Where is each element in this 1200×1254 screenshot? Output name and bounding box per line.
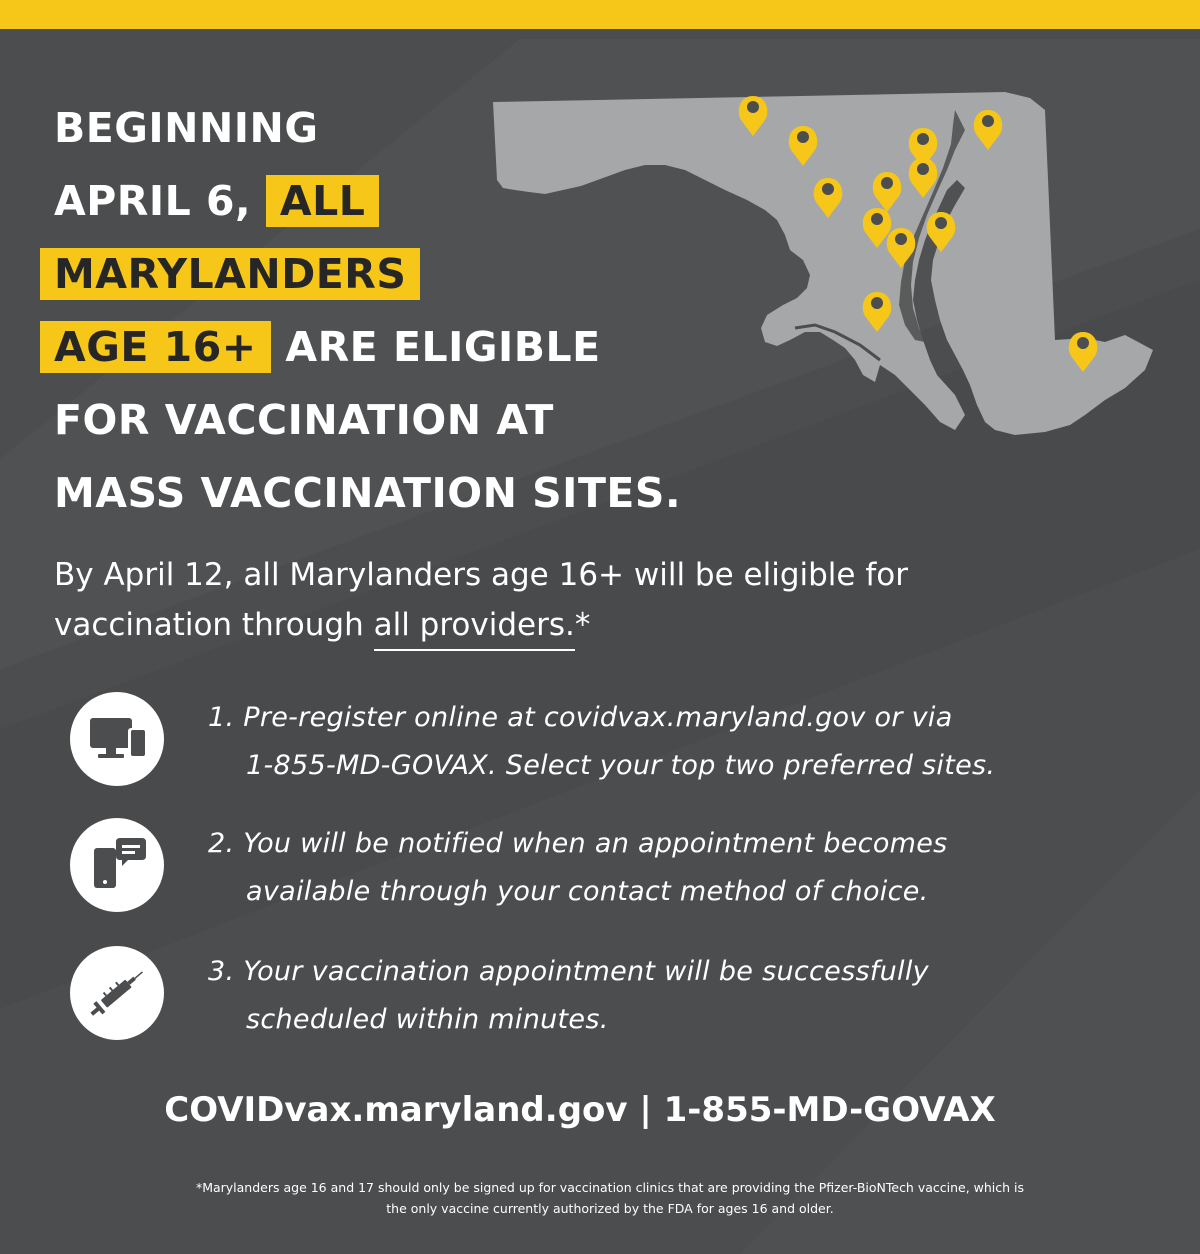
step-3-line-2: scheduled within minutes. [246,1004,609,1035]
intro-line-1: By April 12, all Marylanders age 16+ will be eligible for [54,557,908,593]
maryland-map [485,70,1175,450]
step-3-text [208,948,1168,1044]
asterisk: * [574,607,591,643]
contact-line: COVIDvax.maryland.gov | 1-855-MD-GOVAX [164,1090,996,1130]
step-1-text [208,694,1168,790]
step-2-text [208,820,1168,916]
step-2-line-2: available through your contact method of choice. [246,876,929,907]
headline-eligible: ARE ELIGIBLE [285,323,601,371]
step-2-line-1: 2. You will be notified when an appointment becomes [208,828,948,859]
headline-line-1: BEGINNING [54,104,319,152]
disclaimer-line-2: the only vaccine currently authorized by the FDA for ages 16 and older. [386,1201,834,1216]
step-1-line-2: 1-855-MD-GOVAX. Select your top two preferred sites. [246,750,996,781]
disclaimer-line-1: *Marylanders age 16 and 17 should only be signed up for vaccination clinics that are providing the Pfizer-BioNTech vaccine, which is [195,1180,1025,1195]
top-accent-bar [0,0,1200,29]
syringe-icon [70,946,164,1040]
intro-text [54,550,1164,650]
all-providers-underlined: all providers. [374,607,575,651]
headline-line-5: FOR VACCINATION AT [54,396,554,444]
step-3 [70,946,1170,1046]
step-1 [70,692,1170,792]
headline-date: APRIL 6, [54,177,252,225]
step-1-line-1: 1. Pre-register online at covidvax.maryland.gov or via [208,702,953,733]
headline-line-6: MASS VACCINATION SITES. [54,469,682,517]
intro-line-2-text: vaccination through [54,607,374,643]
maryland-shape [493,92,1153,435]
highlight-marylanders: MARYLANDERS [40,248,420,300]
highlight-all: ALL [266,175,379,227]
intro-line-2 [54,600,1164,650]
highlight-age: AGE 16+ [40,321,271,373]
phone-message-icon [70,818,164,912]
disclaimer [60,1177,1160,1219]
step-2 [70,818,1170,918]
computer-phone-icon [70,692,164,786]
step-3-line-1: 3. Your vaccination appointment will be successfully [208,956,929,987]
